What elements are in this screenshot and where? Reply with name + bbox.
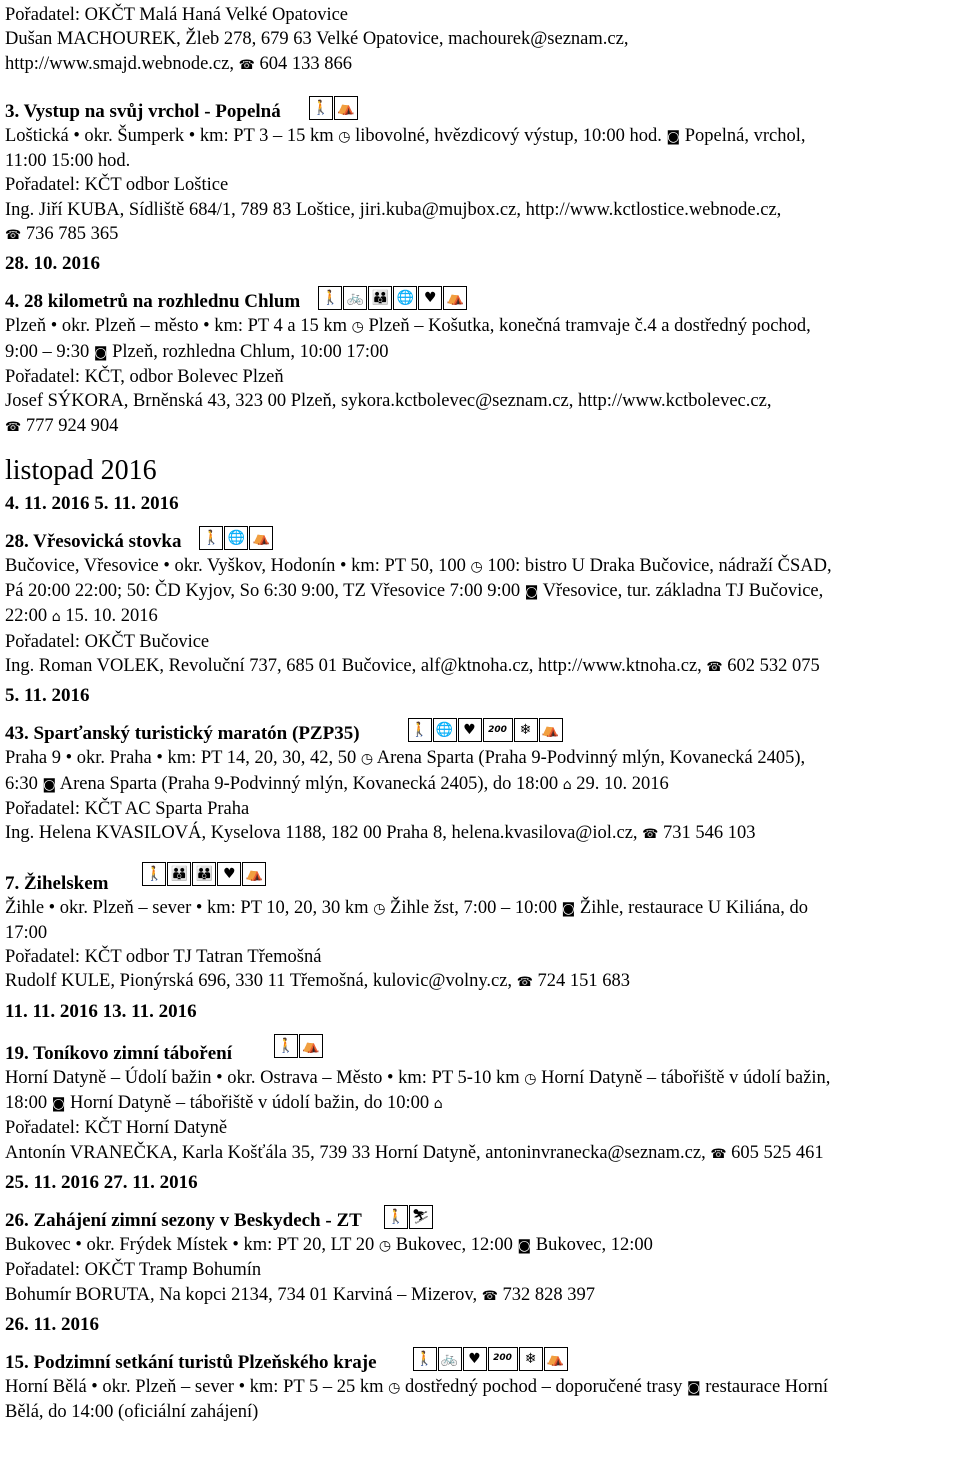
phone-icon: ☎ xyxy=(642,827,659,843)
clock-icon: ◷ xyxy=(373,900,386,917)
route-info: Bukovec • okr. Frýdek Místek • km: PT 20, LT 20 xyxy=(5,1234,375,1255)
hiking-icon: 🚶 xyxy=(199,526,223,550)
organizer-line: Pořadatel: KČT odbor Loštice xyxy=(5,175,229,196)
organizer-line: Pořadatel: OKČT Malá Haná Velké Opatovice xyxy=(5,5,349,25)
contact-line xyxy=(5,654,957,680)
phone-icon: ☎ xyxy=(706,660,723,676)
finish-info: Popelná, vrchol, xyxy=(684,125,806,146)
website-link[interactable]: http://www.smajd.webnode.cz, xyxy=(5,53,234,74)
event-details xyxy=(5,1375,957,1400)
finish-flag-icon: ◙ xyxy=(42,776,57,793)
finish-info: Horní Datyně – tábořiště v údolí bažin, do 10:00 xyxy=(69,1093,430,1114)
date-heading: 5. 11. 2016 xyxy=(5,685,90,707)
finish-flag-icon: ◙ xyxy=(666,128,681,145)
globe-icon: 🌐 xyxy=(433,718,457,742)
event-organizer-velke-opatovice xyxy=(5,3,957,78)
contact-line xyxy=(5,969,957,995)
hiking-icon: 🚶 xyxy=(413,1347,437,1371)
clock-icon: ◷ xyxy=(338,128,351,145)
start-info: libovolné, hvězdicový výstup, 10:00 hod. xyxy=(355,125,662,146)
hiking-icon: 🚶 xyxy=(408,718,432,742)
finish-flag-icon: ◙ xyxy=(524,584,539,601)
hiking-icon: 🚶 xyxy=(318,286,342,310)
family-icon: 👪 xyxy=(368,286,392,310)
event-title-row xyxy=(5,526,957,554)
badge-icon: ♥ xyxy=(463,1347,487,1371)
registration-date: 29. 10. 2016 xyxy=(576,773,669,794)
bike-icon: 🚲 xyxy=(438,1347,462,1371)
two-hundred-icon: 200 xyxy=(483,718,513,742)
badge-icon: ♥ xyxy=(458,718,482,742)
event-title-row xyxy=(5,1205,957,1233)
date-heading: 4. 11. 2016 5. 11. 2016 xyxy=(5,492,179,514)
event-chlum xyxy=(5,286,957,439)
contact-line: Ing. Jiří KUBA, Sídliště 684/1, 789 83 Loštice, jiri.kuba@mujbox.cz, http://www.kctlostice.webnode.cz, xyxy=(5,199,782,220)
bike-icon: 🚲 xyxy=(343,286,367,310)
badge-icon: ♥ xyxy=(217,862,241,886)
tent-icon: ⛺ xyxy=(242,862,266,886)
hiking-icon: 🚶 xyxy=(142,862,166,886)
start-info: Plzeň – Košutka, konečná tramvaje č.4 a dostředný pochod, xyxy=(368,316,811,337)
event-title-row xyxy=(5,1034,957,1066)
event-title: 19. Toníkovo zimní táboření xyxy=(5,1042,232,1064)
hiking-icon: 🚶 xyxy=(384,1205,408,1229)
organizer-line: Pořadatel: KČT odbor TJ Tatran Třemošná xyxy=(5,947,322,968)
tent-icon: ⛺ xyxy=(539,718,563,742)
finish-info: restaurace Horní xyxy=(705,1376,828,1397)
finish-flag-icon: ◙ xyxy=(93,344,108,361)
contact-line: Josef SÝKORA, Brněnská 43, 323 00 Plzeň, sykora.kctbolevec@seznam.cz, http://www.kctbolevec.cz, xyxy=(5,391,772,412)
contact-line xyxy=(5,1283,957,1309)
event-details-2 xyxy=(5,340,957,365)
phone-icon: ☎ xyxy=(516,975,533,991)
finish-flag-icon: ◙ xyxy=(517,1237,532,1254)
event-details-2 xyxy=(5,1091,957,1116)
family-icon: 👪 xyxy=(192,862,216,886)
event-details xyxy=(5,554,957,579)
event-title: 28. Vřesovická stovka xyxy=(5,530,182,552)
event-icons xyxy=(384,1205,433,1229)
route-info: Bučovice, Vřesovice • okr. Vyškov, Hodonín • km: PT 50, 100 xyxy=(5,555,466,576)
contact-line xyxy=(5,821,957,847)
event-icons xyxy=(142,862,266,886)
event-details xyxy=(5,896,957,921)
event-title-row xyxy=(5,286,957,314)
finish-flag-icon: ◙ xyxy=(561,900,576,917)
event-icons xyxy=(413,1347,568,1371)
event-zimni-sezona xyxy=(5,1205,957,1309)
event-details xyxy=(5,1066,957,1091)
route-info: Žihle • okr. Plzeň – sever • km: PT 10, 20, 30 km xyxy=(5,897,369,918)
phone-number: 731 546 103 xyxy=(663,823,756,844)
organizer-line: Pořadatel: KČT AC Sparta Praha xyxy=(5,798,250,819)
start-times: Pá 20:00 22:00; 50: ČD Kyjov, So 6:30 9:00, TZ Vřesovice 7:00 9:00 xyxy=(5,581,521,602)
tent-icon: ⛺ xyxy=(544,1347,568,1371)
contact-info: Ing. Roman VOLEK, Revoluční 737, 685 01 Bučovice, alf@ktnoha.cz, http://www.ktnoha.cz, xyxy=(5,656,702,677)
organizer-line: Pořadatel: KČT Horní Datyně xyxy=(5,1118,228,1139)
finish-info: Žihle, restaurace U Kiliána, do xyxy=(579,897,808,918)
route-info: Horní Bělá • okr. Plzeň – sever • km: PT 5 – 25 km xyxy=(5,1376,384,1397)
start-info: Horní Datyně – tábořiště v údolí bažin, xyxy=(541,1067,831,1088)
month-heading: listopad 2016 xyxy=(5,454,157,486)
clock-icon: ◷ xyxy=(351,319,364,336)
finish-flag-icon: ◙ xyxy=(51,1096,66,1113)
finish-time: Bělá, do 14:00 (oficiální zahájení) xyxy=(5,1402,259,1423)
event-details xyxy=(5,124,957,149)
phone-icon: ☎ xyxy=(238,57,255,73)
start-info: dostředný pochod – doporučené trasy xyxy=(404,1376,683,1397)
start-time: 6:30 xyxy=(5,773,38,794)
clock-icon: ◷ xyxy=(524,1070,537,1087)
group-icon: 👪 xyxy=(167,862,191,886)
snowflake-icon: ❄ xyxy=(519,1347,543,1371)
event-zihelskem xyxy=(5,862,957,996)
contact-info: Antonín VRANEČKA, Karla Košťála 35, 739 33 Horní Datyně, antoninvranecka@seznam.cz, xyxy=(5,1142,706,1163)
event-details xyxy=(5,314,957,339)
event-popelna xyxy=(5,96,957,248)
phone-number: 602 532 075 xyxy=(727,656,820,677)
phone-number: 736 785 365 xyxy=(25,224,119,245)
phone-number: 732 828 397 xyxy=(502,1284,596,1305)
event-icons xyxy=(309,96,358,120)
start-time: 18:00 xyxy=(5,1093,48,1114)
clock-icon: ◷ xyxy=(360,751,374,768)
event-icons xyxy=(408,718,563,742)
route-info: Loštická • okr. Šumperk • km: PT 3 – 15 km xyxy=(5,125,334,146)
event-title-row xyxy=(5,1347,957,1375)
date-heading: 26. 11. 2016 xyxy=(5,1313,99,1335)
two-hundred-icon: 200 xyxy=(488,1347,518,1371)
date-heading: 11. 11. 2016 13. 11. 2016 xyxy=(5,1000,197,1022)
phone-icon: ☎ xyxy=(5,419,22,435)
organizer-line: Pořadatel: OKČT Bučovice xyxy=(5,631,210,652)
tent-icon: ⛺ xyxy=(299,1034,323,1058)
globe-icon: 🌐 xyxy=(393,286,417,310)
event-title: 7. Žihelskem xyxy=(5,872,109,894)
contact-info: Ing. Helena KVASILOVÁ, Kyselova 1188, 182 00 Praha 8, helena.kvasilova@iol.cz, xyxy=(5,823,638,844)
event-title: 43. Sparťanský turistický maratón (PZP35) xyxy=(5,723,360,745)
contact-info: Rudolf KULE, Pionýrská 696, 330 11 Třemošná, kulovic@volny.cz, xyxy=(5,971,513,992)
event-title: 26. Zahájení zimní sezony v Beskydech - ZT xyxy=(5,1209,362,1231)
event-title: 4. 28 kilometrů na rozhlednu Chlum xyxy=(5,291,301,313)
finish-info: Vřesovice, tur. základna TJ Bučovice, xyxy=(542,581,824,602)
organizer-line: Pořadatel: KČT, odbor Bolevec Plzeň xyxy=(5,366,284,387)
contact-web-phone xyxy=(5,52,957,78)
hiking-icon: 🚶 xyxy=(274,1034,298,1058)
start-time: 9:00 – 9:30 xyxy=(5,341,90,362)
finish-info: Plzeň, rozhledna Chlum, 10:00 17:00 xyxy=(112,341,389,362)
event-title-row xyxy=(5,96,957,124)
event-details xyxy=(5,1233,957,1258)
start-info: Arena Sparta (Praha 9-Podvinný mlýn, Kovanecká 2405), xyxy=(376,748,806,769)
event-vresovicka xyxy=(5,526,957,680)
phone-icon: ☎ xyxy=(710,1146,727,1162)
event-title: 3. Vystup na svůj vrchol - Popelná xyxy=(5,100,281,122)
organizer-line: Pořadatel: OKČT Tramp Bohumín xyxy=(5,1260,262,1281)
route-info: Horní Datyně – Údolí bažin • okr. Ostrava – Město • km: PT 5-10 km xyxy=(5,1067,520,1088)
ski-icon: ⛷ xyxy=(409,1205,433,1229)
contact-phone xyxy=(5,222,957,248)
event-title-row xyxy=(5,862,957,896)
tent-icon: ⛺ xyxy=(334,96,358,120)
phone-number: 777 924 904 xyxy=(25,415,119,436)
event-details-3 xyxy=(5,604,957,629)
house-icon: ⌂ xyxy=(51,609,61,626)
route-info: Praha 9 • okr. Praha • km: PT 14, 20, 30, 42, 50 xyxy=(5,748,357,769)
phone-icon: ☎ xyxy=(5,228,22,244)
event-details-2 xyxy=(5,579,957,604)
contact-line: Dušan MACHOUREK, Žleb 278, 679 63 Velké Opatovice, machourek@seznam.cz, xyxy=(5,29,629,50)
start-info: Žihle žst, 7:00 – 10:00 xyxy=(390,897,558,918)
phone-number: 605 525 461 xyxy=(731,1142,824,1163)
event-tonikovo xyxy=(5,1034,957,1167)
tent-icon: ⛺ xyxy=(443,286,467,310)
finish-time: 11:00 15:00 hod. xyxy=(5,151,131,172)
finish-info: Bukovec, 12:00 xyxy=(535,1234,653,1255)
house-icon: ⌂ xyxy=(562,776,572,793)
clock-icon: ◷ xyxy=(378,1237,392,1254)
phone-number: 724 151 683 xyxy=(537,971,631,992)
phone-icon: ☎ xyxy=(481,1288,498,1304)
event-calendar-page xyxy=(5,3,957,1424)
clock-icon: ◷ xyxy=(388,1379,401,1396)
route-info: Plzeň • okr. Plzeň – město • km: PT 4 a 15 km xyxy=(5,316,347,337)
house-icon: ⌂ xyxy=(433,1096,443,1113)
finish-time: 17:00 xyxy=(5,922,48,943)
hiking-icon: 🚶 xyxy=(309,96,333,120)
event-details xyxy=(5,746,957,771)
snowflake-icon: ❄ xyxy=(514,718,538,742)
finish-info: Arena Sparta (Praha 9-Podvinný mlýn, Kovanecká 2405), do 18:00 xyxy=(59,773,559,794)
event-details-2 xyxy=(5,772,957,797)
event-icons xyxy=(274,1034,323,1058)
date-heading: 28. 10. 2016 xyxy=(5,253,100,275)
start-info: 100: bistro U Draka Bučovice, nádraží ČSAD, xyxy=(487,555,832,576)
event-sparta-maraton xyxy=(5,718,957,847)
date-heading: 25. 11. 2016 27. 11. 2016 xyxy=(5,1171,198,1193)
event-icons xyxy=(318,286,467,310)
event-icons xyxy=(199,526,273,550)
contact-line xyxy=(5,1141,957,1167)
contact-phone xyxy=(5,414,957,440)
clock-icon: ◷ xyxy=(470,558,483,575)
finish-time: 22:00 xyxy=(5,606,48,627)
event-podzimni-setkani xyxy=(5,1347,957,1425)
finish-flag-icon: ◙ xyxy=(687,1379,701,1396)
event-title-row xyxy=(5,718,957,746)
registration-date: 15. 10. 2016 xyxy=(65,606,158,627)
event-title: 15. Podzimní setkání turistů Plzeňského kraje xyxy=(5,1351,377,1373)
start-info: Bukovec, 12:00 xyxy=(395,1234,513,1255)
globe-icon: 🌐 xyxy=(224,526,248,550)
tent-icon: ⛺ xyxy=(249,526,273,550)
phone-number: 604 133 866 xyxy=(259,53,352,74)
contact-info: Bohumír BORUTA, Na kopci 2134, 734 01 Karviná – Mizerov, xyxy=(5,1284,478,1305)
badge-icon: ♥ xyxy=(418,286,442,310)
